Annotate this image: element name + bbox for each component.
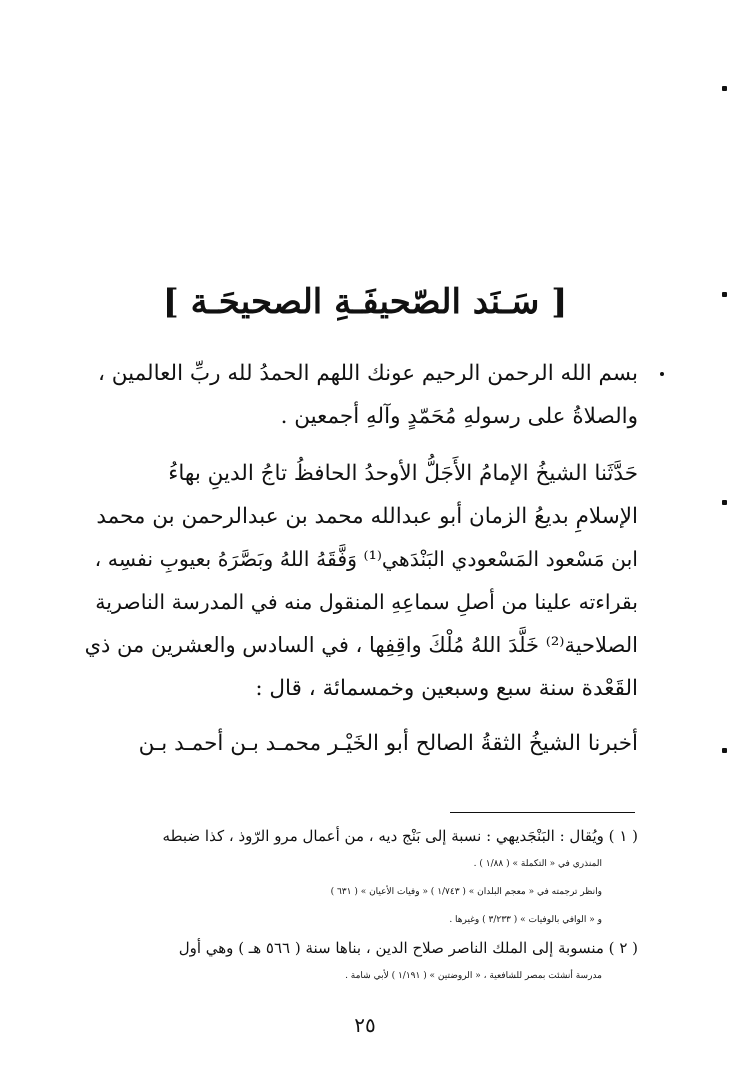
scan-mark bbox=[722, 748, 727, 753]
text-line: القَعْدة سنة سبع وسبعين وخمسمائة ، قال : bbox=[255, 676, 638, 701]
footnote-line: ( ٢ ) منسوبة إلى الملك الناصر صلاح الدين ، بناها سنة ( ٥٦٦ هـ ) وهي أول bbox=[178, 939, 638, 957]
text-line: الإسلامِ بديعُ الزمان أبو عبدالله محمد بن عبدالرحمن بن محمد bbox=[96, 504, 638, 529]
footnote-line: المنذري في « التكملة » ( ١/٨٨ ) . bbox=[473, 859, 602, 869]
text-line: الصلاحية⁽²⁾ خَلَّدَ اللهُ مُلْكَ واقِفِها ، في السادس والعشرين من ذي bbox=[84, 633, 638, 657]
page-number: ٢٥ bbox=[354, 1013, 376, 1037]
text-line: أخبرنا الشيخُ الثقةُ الصالح أبو الخَيْـر محمـد بـن أحمـد بـن bbox=[138, 731, 638, 756]
scan-mark bbox=[722, 86, 727, 91]
footnote-line: و « الوافي بالوفيات » ( ٣/٢٣٣ ) وغيرها . bbox=[449, 915, 602, 925]
section-heading: [ سَـنَد الصّحيفَـةِ الصحيحَـة ] bbox=[162, 282, 568, 322]
text-line: حَدَّثَنا الشيخُ الإمامُ الأَجَلُّ الأوحدُ الحافظُ تاجُ الدينِ بهاءُ bbox=[168, 461, 638, 486]
scan-mark bbox=[722, 500, 727, 505]
narration-paragraph bbox=[83, 722, 638, 765]
text-line: بسم الله الرحمن الرحيم عونك اللهم الحمدُ لله ربِّ العالمين ، bbox=[98, 361, 638, 386]
text-line: بقراءته علينا من أصلِ سماعِهِ المنقول منه في المدرسة الناصرية bbox=[95, 590, 638, 614]
footnotes bbox=[83, 822, 638, 990]
chain-paragraph bbox=[83, 452, 638, 710]
footnote-separator bbox=[450, 812, 635, 813]
footnote-line: مدرسة أنشئت بمصر للشافعية ، « الروضتين » ( ١/١٩١ ) لأبي شامة . bbox=[345, 971, 602, 981]
text-line: ابن مَسْعود المَسْعودي البَنْدَهي⁽¹⁾ وَفَّقَهُ اللهُ وبَصَّرَهُ بعيوبِ نفسِه ، bbox=[94, 547, 638, 571]
opening-paragraph bbox=[83, 352, 638, 438]
footnote-line: ( ١ ) ويُقال : البَنْجَديهي : نسبة إلى بَنْج ديه ، من أعمال مرو الرّوذ ، كذا ضبطه bbox=[162, 827, 638, 845]
footnote-line: وانظر ترجمته في « معجم البلدان » ( ١/٧٤٣ ) « وفيات الأعيان » ( ٦٣١ ) bbox=[330, 887, 602, 897]
text-line: والصلاةُ على رسولهِ مُحَمّدٍ وآلهِ أجمعين . bbox=[280, 404, 638, 429]
margin-dot bbox=[660, 372, 664, 376]
